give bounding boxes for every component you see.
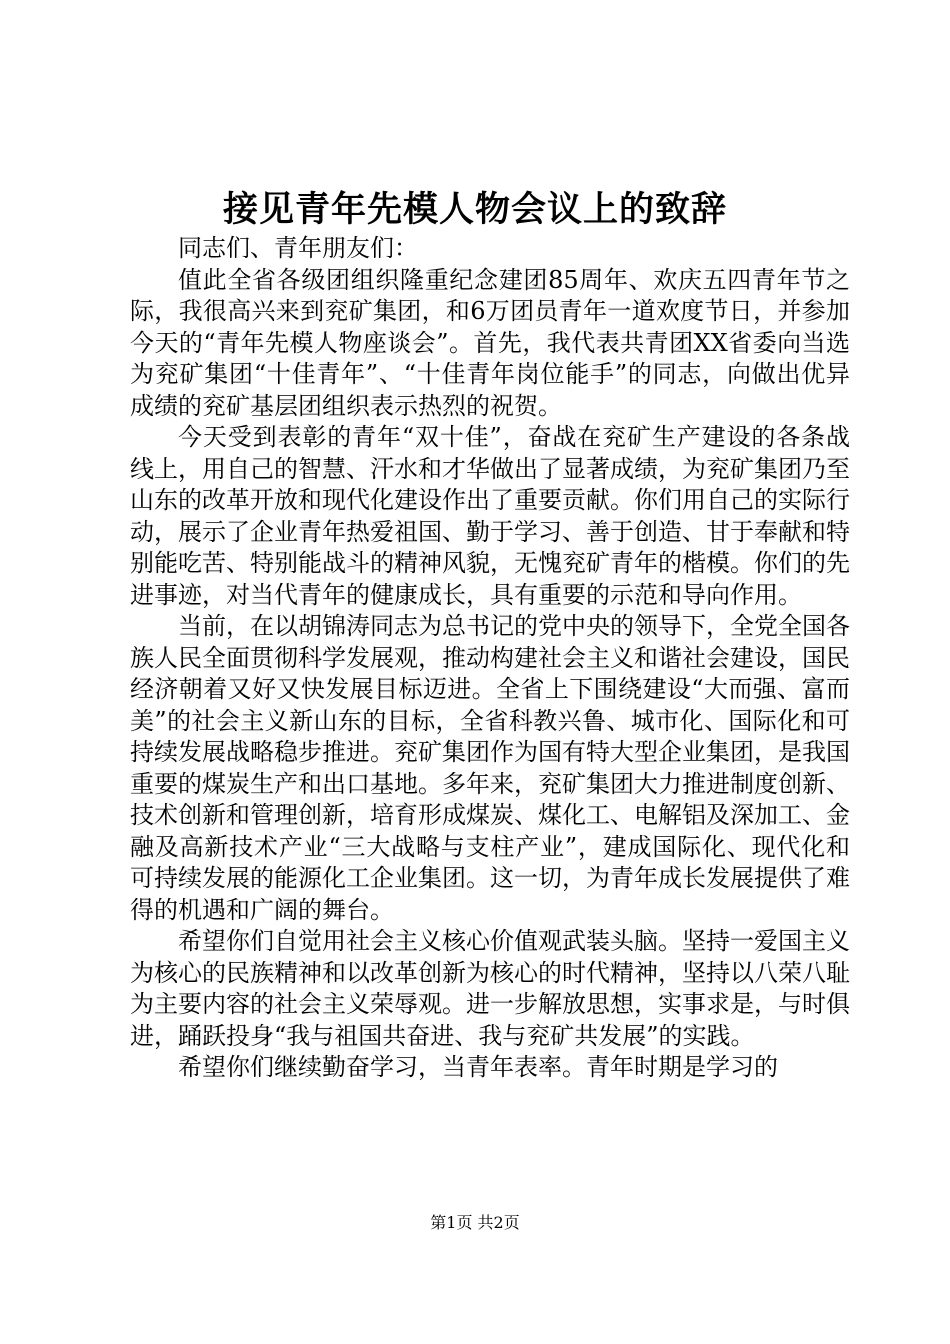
document-title: 接见青年先模人物会议上的致辞 bbox=[222, 189, 727, 230]
body-paragraph: 值此全省各级团组织隆重纪念建团85周年、欢庆五四青年节之际，我很高兴来到兖矿集团，和6万团员青年一道欢度节日，并参加今天的“青年先模人物座谈会”。首先，我代表共青团XX省委向当选为兖矿集团“十佳青年”、“十佳青年岗位能手”的同志，向做出优异成绩的兖矿基层团组织表示热烈的祝贺。 bbox=[130, 265, 850, 420]
salutation-paragraph: 同志们、青年朋友们： bbox=[178, 234, 418, 262]
page-number-footer: 第1页 共2页 bbox=[430, 1213, 520, 1232]
body-paragraph: 希望你们继续勤奋学习，当青年表率。青年时期是学习的 bbox=[178, 1053, 778, 1081]
body-paragraph: 当前，在以胡锦涛同志为总书记的党中央的领导下，全党全国各族人民全面贯彻科学发展观，推动构建社会主义和谐社会建设，国民经济朝着又好又快发展目标迈进。全省上下围绕建设“大而强、富而美”的社会主义新山东的目标，全省科教兴鲁、城市化、国际化和可持续发展战略稳步推进。兖矿集团作为国有特大型企业集团，是我国重要的煤炭生产和出口基地。多年来，兖矿集团大力推进制度创新、技术创新和管理创新，培育形成煤炭、煤化工、电解铝及深加工、金融及高新技术产业“三大战略与支柱产业”，建成国际化、现代化和可持续发展的能源化工企业集团。这一切，为青年成长发展提供了难得的机遇和广阔的舞台。 bbox=[130, 612, 850, 924]
body-paragraph: 今天受到表彰的青年“双十佳”，奋战在兖矿生产建设的各条战线上，用自己的智慧、汗水和才华做出了显著成绩，为兖矿集团乃至山东的改革开放和现代化建设作出了重要贡献。你们用自己的实际行动，展示了企业青年热爱祖国、勤于学习、善于创造、甘于奉献和特别能吃苦、特别能战斗的精神风貌，无愧兖矿青年的楷模。你们的先进事迹，对当代青年的健康成长，具有重要的示范和导向作用。 bbox=[130, 423, 850, 609]
body-paragraph: 希望你们自觉用社会主义核心价值观武装头脑。坚持一爱国主义为核心的民族精神和以改革创新为核心的时代精神，坚持以八荣八耻为主要内容的社会主义荣辱观。进一步解放思想，实事求是，与时俱进，踊跃投身“我与祖国共奋进、我与兖矿共发展”的实践。 bbox=[130, 927, 850, 1050]
document-body bbox=[130, 233, 850, 1084]
